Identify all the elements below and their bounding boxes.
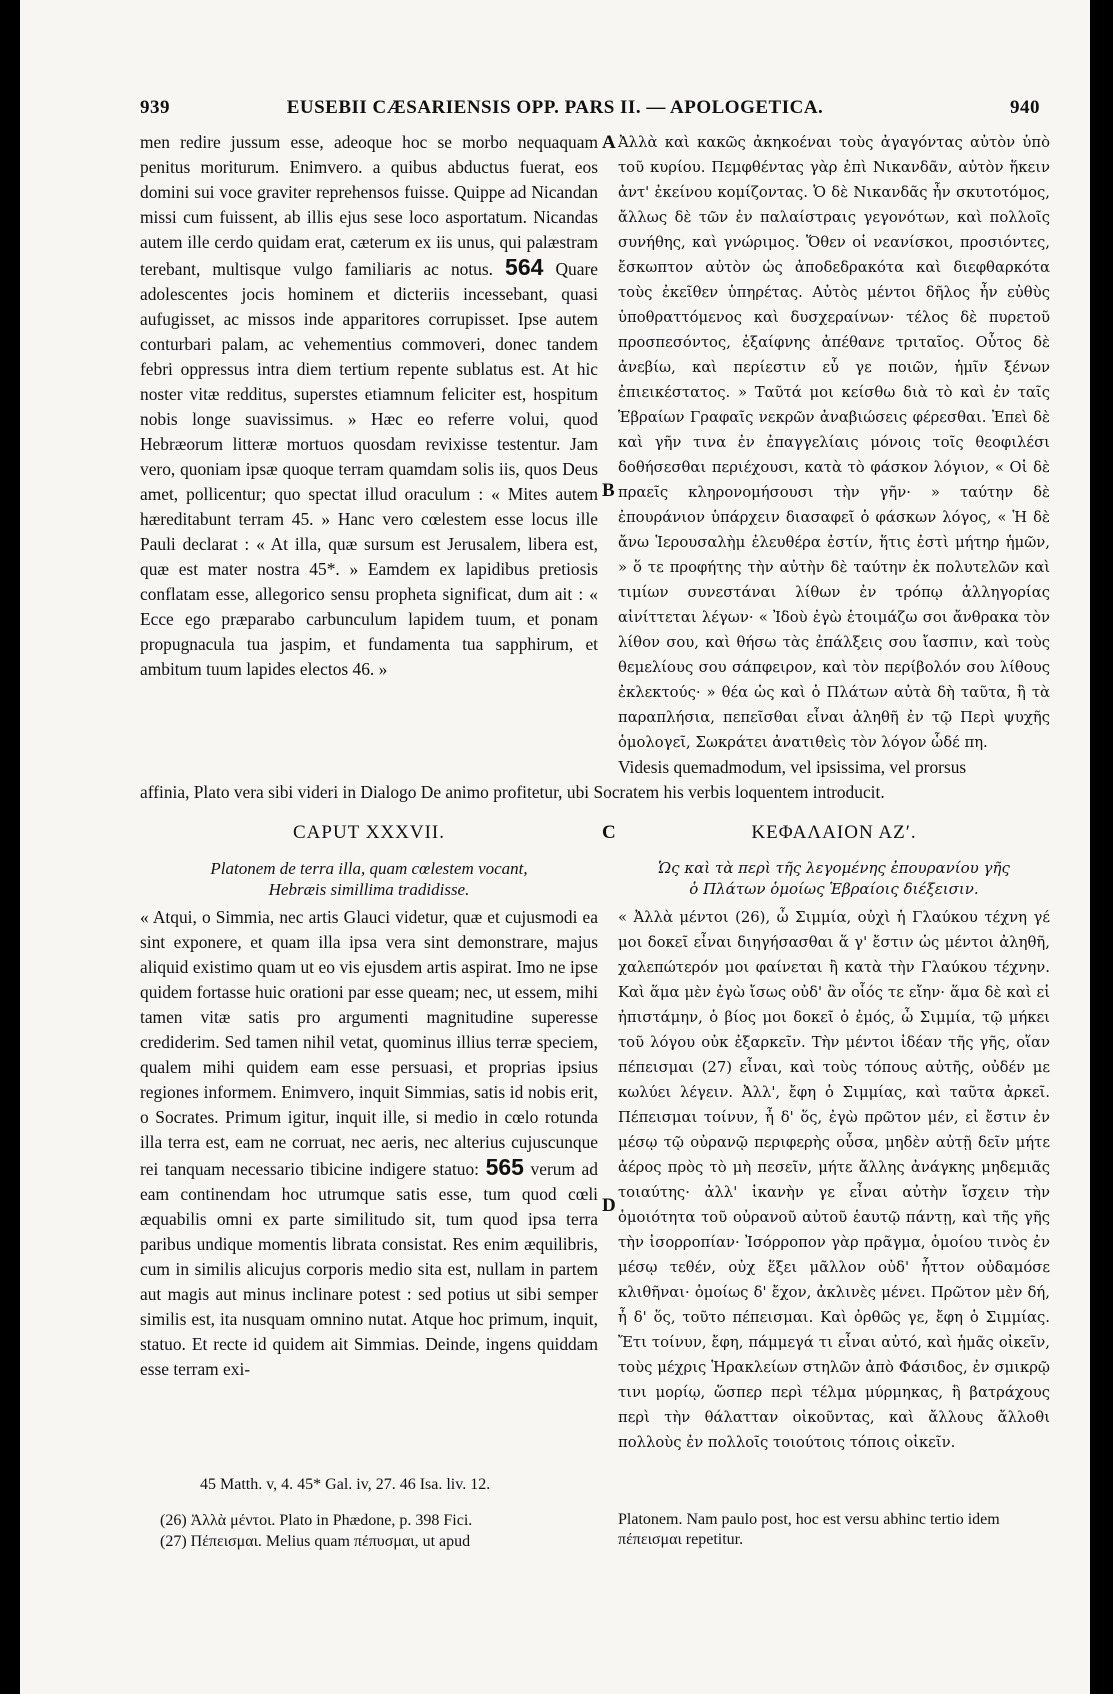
chapter-subtitle-greek bbox=[618, 858, 1050, 900]
latin-paragraph-top bbox=[140, 130, 598, 682]
running-title: EUSEBII CÆSARIENSIS OPP. PARS II. — APOLOGETICA. bbox=[286, 97, 824, 118]
latin-chapter-text-1: « Atqui, o Simmia, nec artis Glauci videtur, quæ et cujusmodi ea sint exponere, et quam illa ipsa vera sint demonstrare, majus aliquid existimo quam ut eo vis ejusdem artis aspirat. Imo ne ipse quidem fortasse huic orationi par esse queam; nec, ut essem, mihi tamen vitæ satis pro argumenti magnitudine superesse crediderim. Sed tamen nihil vetat, quominus illius terræ speciem, qualem mihi quidem eam esse persuasi, et proprias ipsius regiones informem. Enimvero, inquit Simmias, satis id nobis erit, o Socrates. Primum igitur, inquit ille, si medio in cœlo rotunda illa terra est, eam ne corruat, nec aeris, nec alterius cujuscunque rei tanquam necessario tibicine indigere statuo: bbox=[140, 907, 598, 1179]
footnote-continuation: Platonem. Nam paulo post, hoc est versu abhinc tertio idem πέπεισμαι repetitur. bbox=[618, 1511, 1000, 1548]
scripture-notes: 45 Matth. v, 4. 45* Gal. iv, 27. 46 Isa. liv. 12. bbox=[200, 1476, 491, 1493]
full-width-line: affinia, Plato vera sibi videri in Dialogo De animo profitetur, ubi Socratem his verbis loquentem introducit. bbox=[140, 782, 885, 802]
margin-letter-b: B bbox=[602, 480, 615, 501]
footnote-27: (27) Πέπεισμαι. Melius quam πέπυσμαι, ut apud bbox=[160, 1533, 471, 1550]
latin-column-chapter bbox=[140, 905, 598, 1445]
greek-column-top bbox=[618, 130, 1050, 760]
chapter-subtitle-latin bbox=[140, 858, 598, 900]
page-marker-564: 564 bbox=[505, 254, 544, 280]
subtitle-greek-line-1: Ὡς καὶ τὰ περὶ τῆς λεγομένης ἐπουρανίου γῆς bbox=[658, 859, 1010, 877]
page bbox=[20, 0, 1090, 1694]
greek-column-chapter bbox=[618, 905, 1050, 1451]
margin-letter-a: A bbox=[602, 132, 616, 153]
running-header bbox=[20, 95, 1090, 123]
latin-chapter-text-2: verum ad eam continendam hoc utrumque satis esse, tum quod cœli æquabilis omni ex parte similitudo sit, tum quod ipsa terra paribus undique momentis librata consistat. Res enim æquilibris, cum in similis alicujus corporis medio sita est, nullam in partem aut magis aut minus inclinare potest : sed potius ut sibi semper similis est, ita nusquam omnino nutat. Atque hoc primum, inquit, statuo. Et recte id quidem ait Simmias. Deinde, ingens quiddam esse terram exi- bbox=[140, 1159, 598, 1379]
footnotes-latin bbox=[160, 1510, 600, 1552]
latin-column-top bbox=[140, 130, 598, 770]
page-marker-565: 565 bbox=[485, 1154, 524, 1180]
chapter-title-latin: CAPUT XXXVII. bbox=[293, 822, 445, 843]
greek-column-tail bbox=[618, 755, 1050, 780]
greek-tail-line: Videsis quemadmodum, vel ipsissima, vel prorsus bbox=[618, 757, 967, 777]
latin-text-1: men redire jussum esse, adeoque hoc se morbo nequaquam penitus moriturum. Enimvero. a quibus abductus fuerat, eos domini sui voce graviter reprehensos fuisse. Quippe ad Nicandan missi cum fuissent, ab illis ejus sese loco asportatum. Nicandas autem ille cerdo quidam erat, cæterum ex iis unus, qui palæstram terebant, multisque vulgo familiaris ac notus. bbox=[140, 132, 598, 279]
latin-text-2: Quare adolescentes jocis hominem et dicteriis incessebant, quasi aufugisset, ac missos inde apparitores corrupisset. Ipse autem conturbari palam, ac vehementius commoveri, donec tandem febri oppressus intra diem tertium repente sublatus est. At hic noster vitæ redditus, superstes etiamnum feliciter est, hospitum nobis longe suavissimus. » Hæc eo referre volui, quod Hebræorum litteræ mortuos quosdam revixisse testentur. Jam vero, quoniam ipsæ quoque terram quamdam solis iis, quos Deus amet, pollicentur; quo spectat illud oraculum : « Mites autem hæreditabunt terram 45. » Hanc vero cœlestem esse locus ille Pauli declarat : « At illa, quæ sursum est Jerusalem, libera est, quæ est mater nostra 45*. » Eamdem ex lapidibus pretiosis conflatam esse, allegorico sensu propheta significat, dum ait : « Ecce ego præparabo carbunculum lapidem tuum, et ponam propugnacula tua jaspim, et fundamenta tua sapphirum, et ambitum tuum lapides electos 46. » bbox=[140, 259, 598, 679]
margin-letter-c: C bbox=[602, 822, 616, 843]
margin-letter-d: D bbox=[602, 1195, 616, 1216]
chapter-title-greek: ΚΕΦΑΛΑΙΟΝ ΑΖʹ. bbox=[751, 822, 917, 843]
greek-paragraph-top: Ἀλλὰ καὶ κακῶς ἀκηκοέναι τοὺς ἀγαγόντας αὐτὸν ὑπὸ τοῦ κυρίου. Πεμφθέντας γὰρ ἐπὶ Νικανδᾶν, αὐτὸν ἥκειν ἀντ' ἐκείνου κομίζοντας. Ὁ δὲ Νικανδᾶς ἦν σκυτοτόμος, ἄλλως δὲ τῶν ἐν παλαίστραις γεγονότων, καὶ πολλοῖς συνήθης, καὶ γνώριμος. Ὅθεν οἱ νεανίσκοι, προσιόντες, ἔσκωπτον αὐτὸν ὡς ἀποδεδρακότα καὶ διεφθαρκότα τοὺς ἐκεῖθεν ὑπηρέτας. Αὐτὸς μέντοι δῆλος ἦν εὐθὺς ὑποθραττόμενος καὶ δυσχεραίνων· τέλος δὲ πυρετοῦ προσπεσόντος, ἐξαίφνης ἀπέθανε τριταῖος. Οὗτος δὲ ἀνεβίω, καὶ περίεστιν εὖ γε ποιῶν, ἡμῖν ξένων ἐπιεικέστατος. » Ταῦτά μοι κείσθω διὰ τὸ καὶ ἐν ταῖς Ἑβραίων Γραφαῖς νεκρῶν ἀναβιώσεις φέρεσθαι. Ἐπεὶ δὲ καὶ γῆν τινα ἐν ἐπαγγελίαις μόνοις τοῖς θεοφιλέσι δοθήσεσθαι περιέχουσι, κατὰ τὸ φάσκον λόγιον, « Οἱ δὲ πραεῖς κληρονομήσουσι τὴν γῆν· » ταύτην δὲ ἐπουράνιον ὑπάρχειν διασαφεῖ ὁ φάσκων λόγος, « Ἡ δὲ ἄνω Ἱερουσαλὴμ ἐλευθέρα ἐστίν, ἥτις ἐστὶ μήτηρ ἡμῶν, » ὅ τε προφήτης τὴν αὐτὴν δὲ ταύτην ἐκ πολυτελῶν καὶ τιμίων συνεστάναι λίθων ἐν τρόπῳ ἀλληγορίας αἰνίττεται λέγων· « Ἰδοὺ ἐγὼ ἑτοιμάζω σοι ἄνθρακα τὸν λίθον σου, καὶ θήσω τὰς ἐπάλξεις σου ἴασπιν, καὶ τοὺς θεμελίους σου σάπφειρον, καὶ τὸν περίβολόν σου λίθους ἐκλεκτούς· » θέα ὡς καὶ ὁ Πλάτων αὐτὰ δὴ ταῦτα, ἢ τὰ παραπλήσια, πεπεῖσθαι εἶναι ἀληθῆ ἐν τῷ Περὶ ψυχῆς ὁμολογεῖ, Σωκράτει ἀνατιθεὶς τὸν λόγον ὧδέ πη. bbox=[618, 134, 1050, 751]
subtitle-latin-line-1: Platonem de terra illa, quam cœlestem vocant, bbox=[210, 859, 528, 878]
footnote-26: (26) Ἀλλὰ μέντοι. Plato in Phædone, p. 398 Fici. bbox=[160, 1512, 473, 1529]
latin-paragraph-chapter bbox=[140, 905, 598, 1382]
greek-paragraph-chapter: « Ἀλλὰ μέντοι (26), ὦ Σιμμία, οὐχὶ ἡ Γλαύκου τέχνη γέ μοι δοκεῖ εἶναι διηγήσασθαι ἅ γ' ἔστιν ὡς μέντοι ἀληθῆ, χαλεπώτερόν μοι φαίνεται ἢ κατὰ τὴν Γλαύκου τέχνην. Καὶ ἅμα μὲν ἐγὼ ἴσως οὐδ' ἂν οἷός τε εἴην· ἅμα δὲ καὶ εἰ ἠπιστάμην, ὁ βίος μοι δοκεῖ ὁ ἐμός, ὦ Σιμμία, τῷ μήκει τοῦ λόγου οὐκ ἐξαρκεῖν. Τὴν μέντοι ἰδέαν τῆς γῆς, οἵαν πέπεισμαι (27) εἶναι, καὶ τοὺς τόπους αὐτῆς, οὐδέν με κωλύει λέγειν. Ἀλλ', ἔφη ὁ Σιμμίας, καὶ ταῦτα ἀρκεῖ. Πέπεισμαι τοίνυν, ἦ δ' ὅς, ἐγὼ πρῶτον μέν, εἰ ἔστιν ἐν μέσῳ τῷ οὐρανῷ περιφερὴς οὖσα, μηδὲν αὐτῇ δεῖν μήτε ἀέρος πρὸς τὸ μὴ πεσεῖν, μήτε ἄλλης ἀνάγκης μηδεμιᾶς τοιαύτης· ἀλλ' ἱκανὴν γε εἶναι αὐτὴν ἴσχειν τὴν ὁμοιότητα τοῦ οὐρανοῦ αὐτοῦ ἑαυτῷ πάντῃ, καὶ τῆς γῆς τὴν ἰσορροπίαν· Ἰσόρροπον γὰρ πρᾶγμα, ὁμοίου τινὸς ἐν μέσῳ τεθέν, οὐχ ἕξει μᾶλλον οὐδ' ἧττον οὐδαμόσε κλιθῆναι· ὁμοίως δ' ἔχον, ἀκλινὲς μένει. Πρῶτον μὲν δή, ἦ δ' ὅς, τοῦτο πέπεισμαι. Καὶ ὀρθῶς γε, ἔφη ὁ Σιμμίας. Ἔτι τοίνυν, ἔφη, πάμμεγά τι εἶναι αὐτό, καὶ ἡμᾶς οἰκεῖν, τοὺς μέχρις Ἡρακλείων στηλῶν ἀπὸ Φάσιδος, ἐν σμικρῷ τινι μορίῳ, ὥσπερ περὶ τέλμα μύρμηκας, ἢ βατράχους περὶ τὴν θάλατταν οἰκοῦντας, καὶ ἄλλους ἄλλοθι πολλοὺς ἐν πολλοῖς τοιούτοις τόποις οἰκεῖν. bbox=[618, 909, 1050, 1451]
subtitle-greek-line-2: ὁ Πλάτων ὁμοίως Ἑβραίοις διέξεισιν. bbox=[689, 880, 979, 898]
page-number-left: 939 bbox=[140, 97, 170, 118]
page-number-right: 940 bbox=[1010, 97, 1040, 118]
subtitle-latin-line-2: Hebræis simillima tradidisse. bbox=[268, 880, 470, 899]
